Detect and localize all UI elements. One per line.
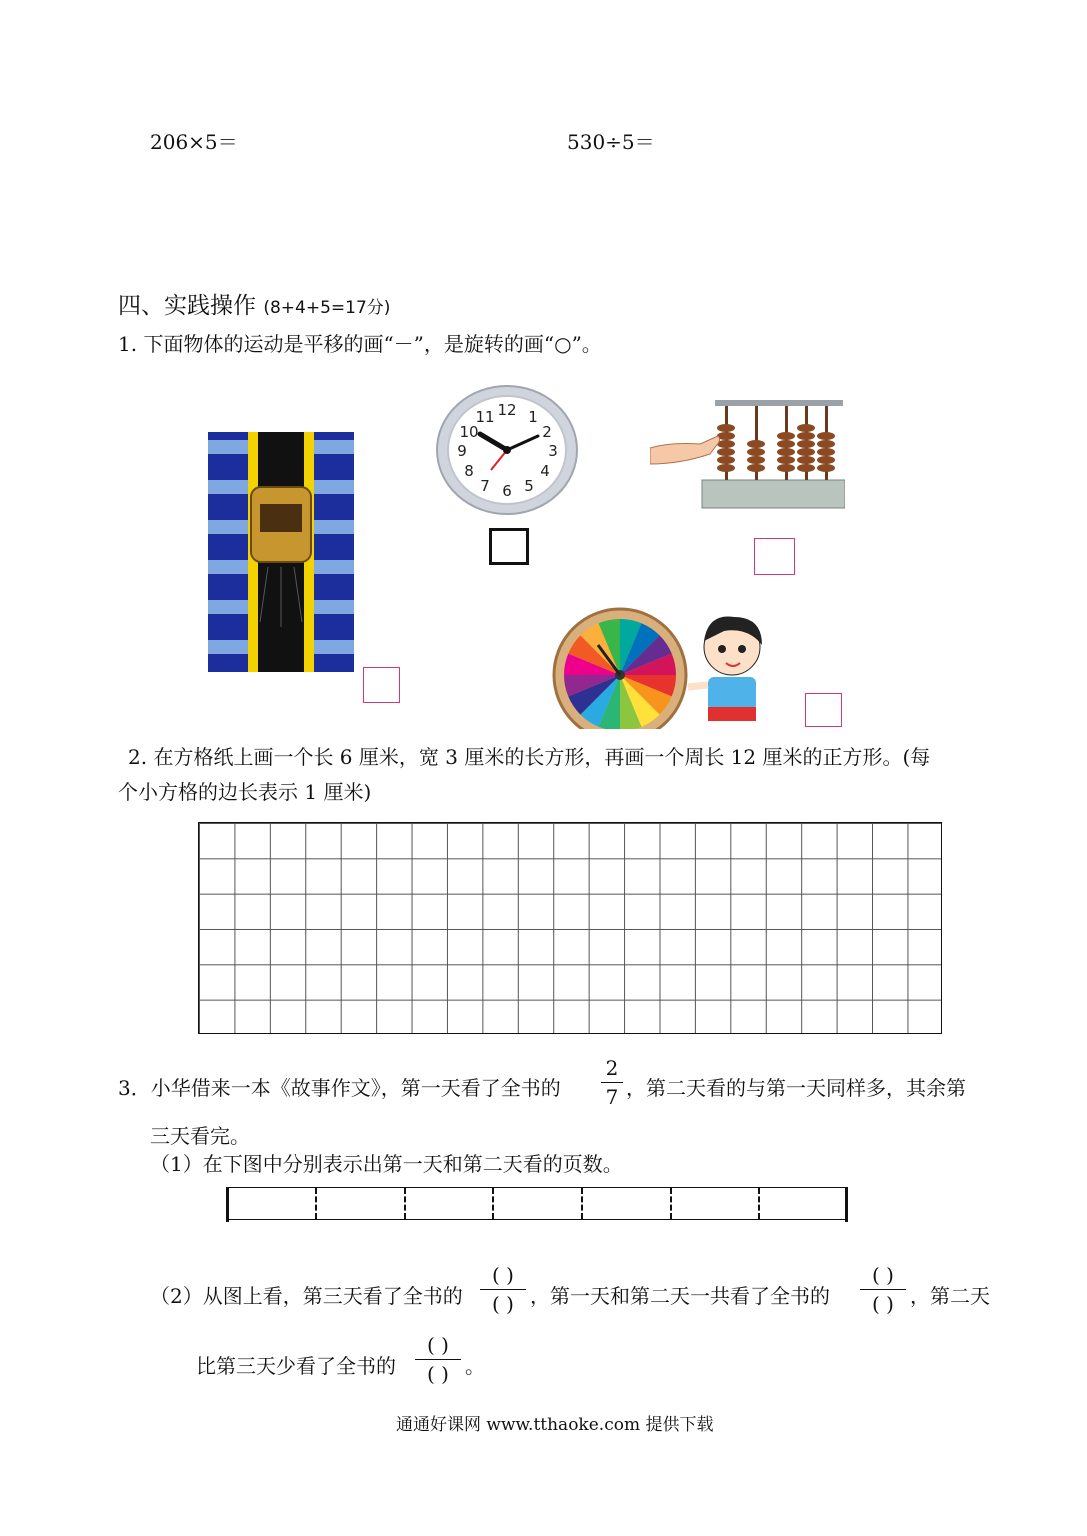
- grid-paper[interactable]: [198, 822, 942, 1034]
- bar-divider: [758, 1188, 760, 1219]
- elevator-image: [208, 432, 354, 672]
- q3-line2: 三天看完。: [150, 1124, 250, 1148]
- spinner-illustration: [548, 607, 768, 729]
- q2-line1: 2. 在方格纸上画一个长 6 厘米，宽 3 厘米的长方形，再画一个周长 12 厘米的正方形。(每: [128, 745, 931, 769]
- clock-num-11: 11: [475, 408, 495, 426]
- q3-text-before: 3．小华借来一本《故事作文》，第一天看了全书的: [118, 1076, 561, 1100]
- blank-fraction-3[interactable]: [415, 1333, 461, 1386]
- q3-part2-b: ，第一天和第二天一共看了全书的: [530, 1284, 830, 1308]
- fraction-bar: [601, 1082, 623, 1083]
- fraction-bar: [860, 1289, 906, 1290]
- clock-num-4: 4: [540, 462, 550, 480]
- clock-num-10: 10: [459, 423, 479, 441]
- segment-bar[interactable]: [228, 1187, 848, 1220]
- blank-den[interactable]: ( ): [427, 1362, 449, 1386]
- footer-source: 通通好课网 www.tthaoke.com 提供下载: [396, 1415, 714, 1435]
- calc-right: 530÷5＝: [567, 130, 655, 154]
- bar-divider: [404, 1188, 406, 1219]
- q3-part2-line2: 比第三天少看了全书的: [196, 1354, 396, 1378]
- fraction-bar: [480, 1289, 526, 1290]
- clock-num-8: 8: [464, 462, 474, 480]
- abacus-image: [650, 398, 845, 510]
- answer-box-elevator[interactable]: [363, 667, 400, 703]
- section-title: [118, 287, 390, 320]
- blank-num[interactable]: ( ): [872, 1263, 894, 1287]
- q3-text-after: ，第二天看的与第一天同样多，其余第: [626, 1076, 966, 1100]
- bar-divider: [581, 1188, 583, 1219]
- clock-num-7: 7: [480, 477, 490, 495]
- bar-divider: [315, 1188, 317, 1219]
- q3-part2-end: 。: [465, 1354, 485, 1378]
- calc-left: 206×5＝: [150, 130, 238, 154]
- blank-fraction-2[interactable]: [860, 1263, 906, 1316]
- clock-num-12: 12: [497, 401, 517, 419]
- blank-den[interactable]: ( ): [492, 1292, 514, 1316]
- blank-fraction-1[interactable]: [480, 1263, 526, 1316]
- bar-divider: [492, 1188, 494, 1219]
- clock-num-3: 3: [548, 442, 558, 460]
- q3-part1: （1）在下图中分别表示出第一天和第二天看的页数。: [150, 1152, 623, 1176]
- answer-box-clock[interactable]: [489, 528, 529, 565]
- q3-frac-num: 2: [605, 1056, 619, 1080]
- clock-num-1: 1: [528, 408, 538, 426]
- q2-line2: 个小方格的边长表示 1 厘米): [118, 780, 372, 804]
- blank-den[interactable]: ( ): [872, 1292, 894, 1316]
- blank-num[interactable]: ( ): [427, 1333, 449, 1357]
- section-points: (8+4+5=17分): [263, 298, 391, 318]
- answer-box-abacus[interactable]: [754, 538, 795, 575]
- clock-num-5: 5: [524, 477, 534, 495]
- q3-part2-c: ，第二天: [910, 1284, 990, 1308]
- clock-num-9: 9: [457, 442, 467, 460]
- blank-num[interactable]: ( ): [492, 1263, 514, 1287]
- clock-num-2: 2: [542, 423, 552, 441]
- q3-part2-a: （2）从图上看，第三天看了全书的: [150, 1284, 463, 1308]
- abacus-illustration: [650, 398, 845, 510]
- elevator-illustration: [208, 432, 354, 672]
- bar-divider: [670, 1188, 672, 1219]
- q1-text: 1. 下面物体的运动是平移的画“－”，是旋转的画“○”。: [118, 332, 602, 356]
- clock-image: [435, 384, 581, 519]
- clock-illustration: [435, 384, 581, 519]
- q3-frac-den: 7: [605, 1085, 619, 1109]
- answer-box-spinner[interactable]: [805, 693, 842, 727]
- clock-num-6: 6: [502, 482, 512, 500]
- q3-fraction: [601, 1056, 623, 1109]
- bar-left-edge: [226, 1187, 229, 1222]
- fraction-bar: [415, 1359, 461, 1360]
- spinner-girl-image: [548, 607, 768, 729]
- bar-right-edge: [845, 1187, 848, 1222]
- section-title-text: 四、实践操作: [118, 293, 256, 319]
